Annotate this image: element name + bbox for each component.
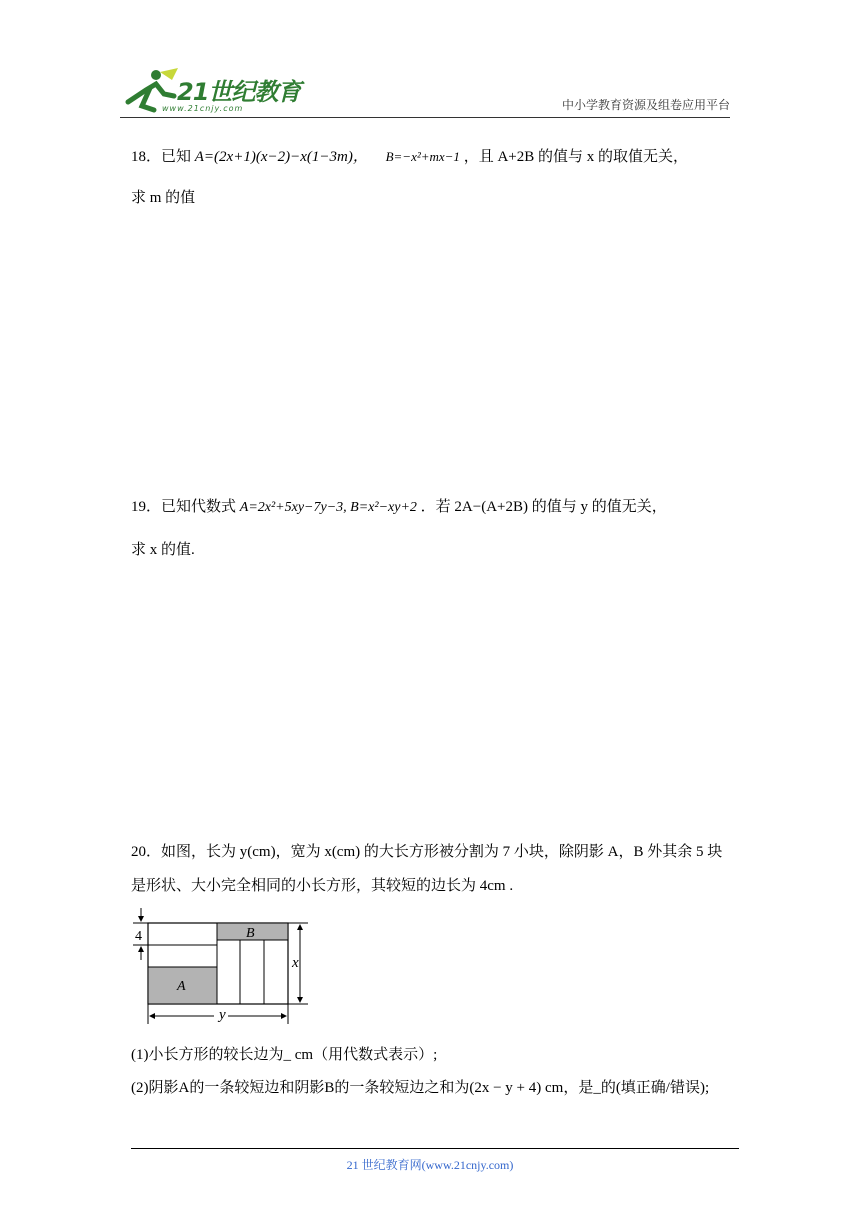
question-20-sub1: (1)小长方形的较长边为_ cm（用代数式表示）; <box>131 1047 438 1063</box>
header-platform-title: 中小学教育资源及组卷应用平台 <box>561 98 730 112</box>
label-b: B <box>246 926 255 941</box>
q18-prefix: 18．已知 <box>131 149 192 165</box>
question-19-line2: 求 x 的值. <box>131 542 195 558</box>
q18-expr-b: B=−x²+mx−1 <box>385 149 460 164</box>
footer-link[interactable]: 21 世纪教育网(www.21cnjy.com) <box>346 1158 514 1172</box>
logo-text: 21世纪教育 <box>177 78 301 106</box>
question-20-line1: 20．如图，长为 y(cm)，宽为 x(cm) 的大长方形被分割为 7 小块，除阴影 A，B 外其余 5 块 <box>131 844 723 860</box>
page-header <box>120 62 730 120</box>
footer-divider <box>131 1148 739 1149</box>
q18-expr-a: A=(2x+1)(x−2)−x(1−3m)， <box>194 149 368 165</box>
question-18-line2: 求 m 的值 <box>131 190 196 206</box>
label-y: y <box>219 1007 226 1023</box>
question-20-line2: 是形状、大小完全相同的小长方形，其较短的边长为 4cm . <box>131 878 514 894</box>
label-x: x <box>292 955 299 971</box>
question-20-sub2: (2)阴影A的一条较短边和阴影B的一条较短边之和为(2x − y + 4) cm，是_的(填正确/错误); <box>131 1080 710 1096</box>
logo-url: www.21cnjy.com <box>162 104 244 113</box>
q19-prefix: 19．已知代数式 <box>131 499 237 515</box>
label-a: A <box>177 979 186 994</box>
q18-tail: ，且 A+2B 的值与 x 的取值无关， <box>463 149 688 165</box>
logo <box>120 66 310 116</box>
question-19-line1 <box>131 497 667 518</box>
q19-expr: A=2x²+5xy−7y−3, B=x²−xy+2 <box>239 500 417 515</box>
question-18-line1 <box>131 147 688 167</box>
label-4: 4 <box>135 929 142 944</box>
q19-tail: ．若 2A−(A+2B) 的值与 y 的值无关， <box>420 499 667 515</box>
header-divider <box>120 117 730 118</box>
rectangle-figure <box>128 906 318 1026</box>
